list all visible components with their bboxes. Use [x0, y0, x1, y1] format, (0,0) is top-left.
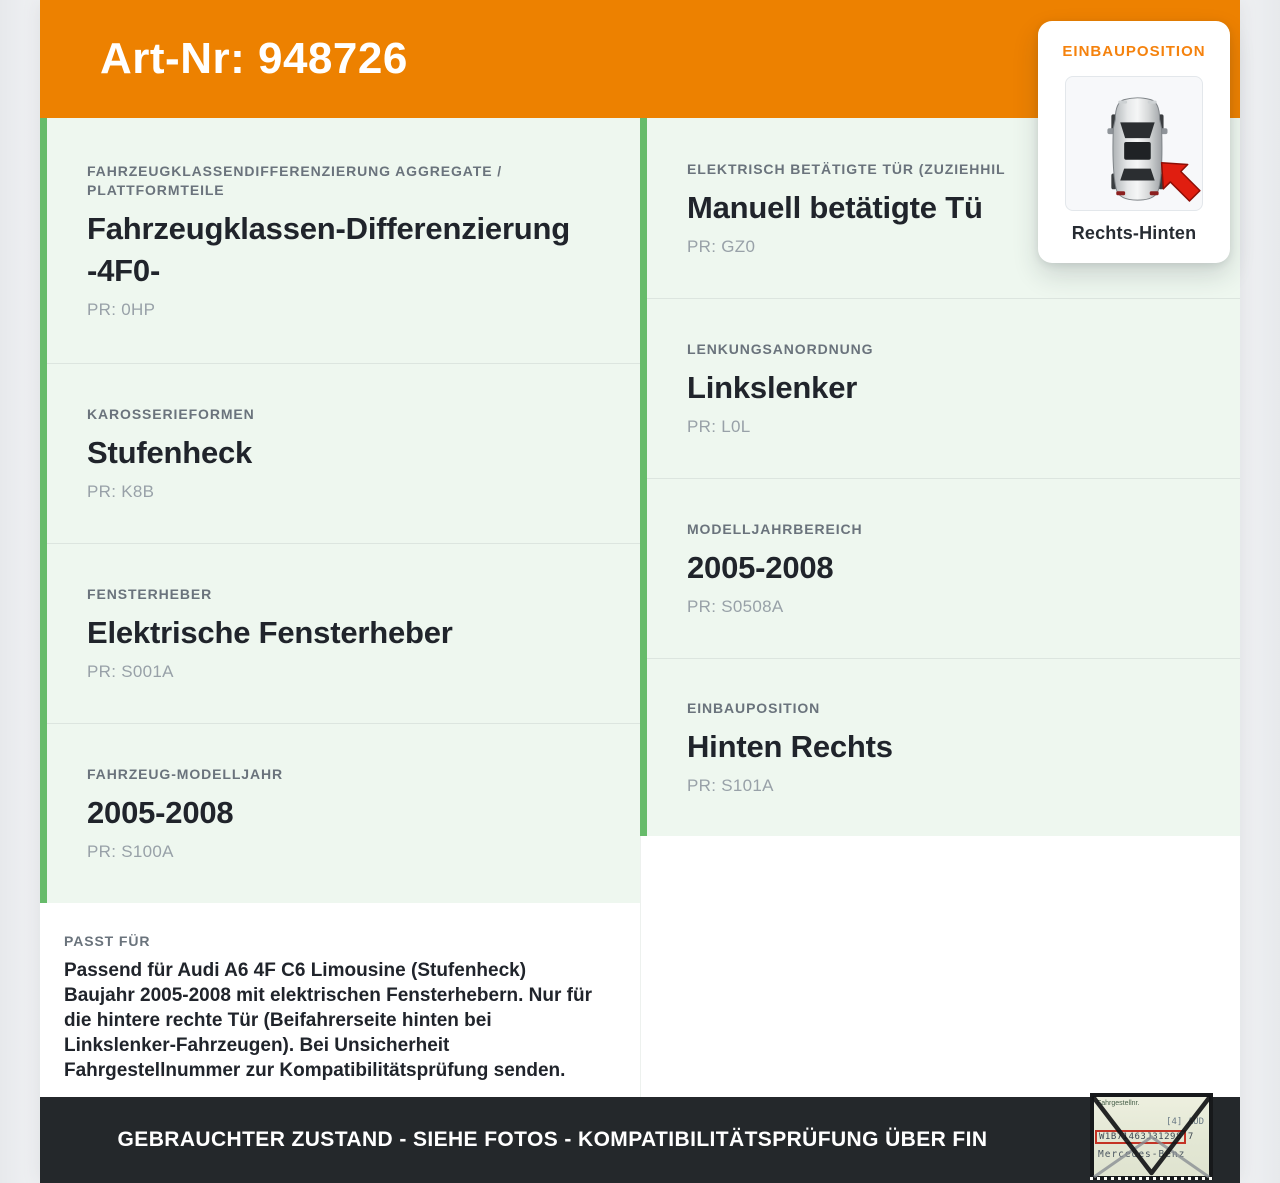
spec-value: 2005-2008	[687, 549, 834, 585]
spec-card-fensterheber	[40, 543, 640, 723]
stamp-fin-row: W1B71463J31298 7	[1095, 1130, 1193, 1144]
spec-pr-code: PR: K8B	[87, 481, 155, 501]
spec-columns	[40, 118, 1240, 1097]
spec-card-modelljahrbereich	[640, 478, 1240, 658]
listing-sheet	[40, 0, 1240, 1183]
einbauposition-card	[1038, 21, 1230, 263]
spec-pr-code: PR: S001A	[87, 661, 174, 681]
passt-fuer-text: Passend für Audi A6 4F C6 Limousine (Stufenheck) Baujahr 2005-2008 mit elektrischen Fensterhebern. Nur für die hintere rechte Tür (Beifahrerseite hinten bei Linkslenker-Fahrzeugen). Bei Unsicherheit Fahrgestellnummer zur Kompatibilitätsprüfung senden.	[64, 960, 592, 1081]
right-column	[640, 118, 1240, 1097]
fin-highlight-box: W1B71463J31298	[1095, 1130, 1186, 1144]
spec-pr-code: PR: S101A	[687, 775, 774, 795]
spec-label: KAROSSERIEFORMEN	[87, 405, 255, 422]
stamp-brand: Mercedes-Benz	[1098, 1149, 1186, 1160]
spec-card-lenkung	[640, 298, 1240, 478]
spec-value: 2005-2008	[87, 794, 234, 830]
spec-value: Linkslenker	[687, 369, 858, 405]
einbauposition-card-value: Rechts-Hinten	[1071, 223, 1197, 243]
passt-fuer-section	[40, 903, 640, 1097]
spec-card-karosserieform	[40, 363, 640, 543]
spec-value: Stufenheck	[87, 434, 253, 470]
envelope-cross-icon	[1090, 1093, 1213, 1180]
spec-label: EINBAUPOSITION	[687, 699, 821, 716]
spec-label: ELEKTRISCH BETÄTIGTE TÜR (ZUZIEHHIL	[687, 160, 1006, 177]
spec-label: LENKUNGSANORDNUNG	[687, 340, 874, 357]
spec-value: Elektrische Fensterheber	[87, 614, 453, 650]
car-top-view-icon	[1066, 77, 1202, 210]
spec-pr-code: PR: L0L	[687, 416, 751, 436]
stamp-caption: Fahrgestellnr.	[1097, 1100, 1140, 1107]
spec-card-modelljahr	[40, 723, 640, 903]
spec-value: Manuell betätigte Tü	[687, 189, 983, 225]
car-position-image	[1065, 76, 1203, 211]
spec-pr-code: PR: S100A	[87, 841, 174, 861]
spec-label: FENSTERHEBER	[87, 585, 213, 602]
footer-condition-text: GEBRAUCHTER ZUSTAND - SIEHE FOTOS - KOMPATIBILITÄTSPRÜFUNG ÜBER FIN	[117, 1128, 988, 1151]
red-arrow-icon	[1162, 163, 1200, 201]
spec-pr-code: PR: 0HP	[87, 299, 156, 319]
left-column	[40, 118, 640, 1097]
fin-envelope-image	[1090, 1093, 1213, 1180]
spec-label: FAHRZEUGKLASSENDIFFERENZIERUNG AGGREGATE / PLATTFORMTEILE	[87, 162, 503, 198]
spec-card-einbauposition	[640, 658, 1240, 836]
spec-label: FAHRZEUG-MODELLJAHR	[87, 765, 283, 782]
spec-value: Hinten Rechts	[687, 728, 893, 764]
spec-pr-code: PR: S0508A	[687, 596, 784, 616]
spec-value: Fahrzeugklassen-Differenzierung -4F0-	[87, 210, 571, 288]
stamp-tag: [4] AUD	[1166, 1117, 1204, 1127]
spec-pr-code: PR: GZ0	[687, 236, 756, 256]
passt-fuer-label: PASST FÜR	[64, 933, 151, 949]
right-column-spacer	[640, 836, 1240, 1097]
spec-card-fahrzeugklasse	[40, 118, 640, 363]
einbauposition-card-title: EINBAUPOSITION	[1062, 43, 1206, 60]
footer-bar	[40, 1097, 1240, 1183]
spec-label: MODELLJAHRBEREICH	[687, 520, 863, 537]
article-number-title: Art-Nr: 948726	[100, 34, 408, 83]
